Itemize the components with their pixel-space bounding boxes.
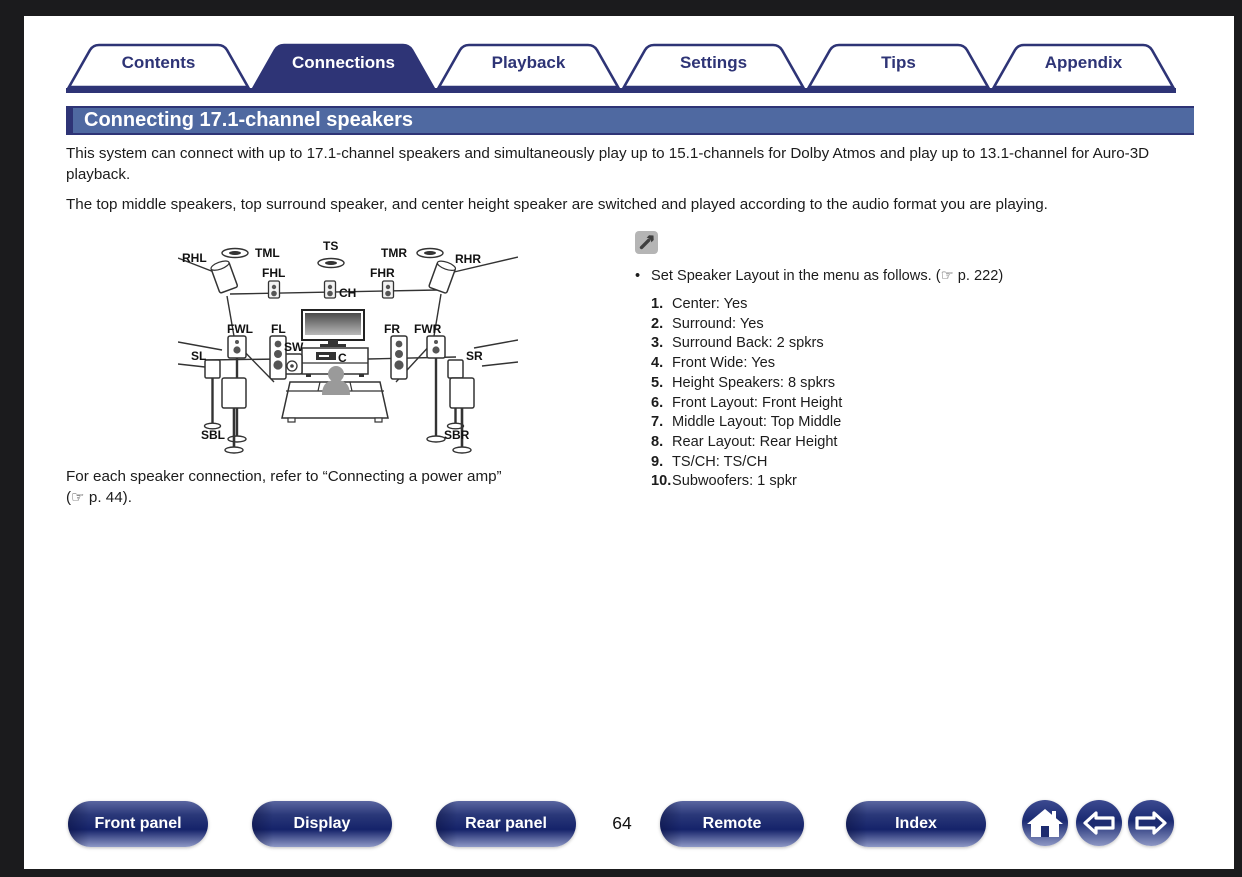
rear-height-left-speaker — [210, 259, 238, 293]
front-wide-right-speaker — [427, 336, 445, 442]
item-number: 5. — [651, 374, 664, 391]
item-text: TS/CH: TS/CH — [672, 453, 768, 470]
item-number: 2. — [651, 315, 664, 332]
label-rhr: RHR — [455, 252, 481, 266]
front-panel-button[interactable]: Front panel — [68, 801, 208, 847]
list-item — [651, 354, 1075, 374]
tab-bar — [66, 42, 1176, 93]
item-text: Subwoofers: 1 spkr — [672, 473, 797, 490]
label-tml: TML — [255, 246, 280, 260]
label-fwr: FWR — [414, 322, 442, 336]
list-item — [651, 374, 1075, 394]
label-tmr: TMR — [381, 246, 407, 260]
item-text: Height Speakers: 8 spkrs — [672, 374, 836, 391]
note-bullet-text: Set Speaker Layout in the menu as follows. (☞ p. 222) — [651, 268, 1004, 284]
height-wall-speakers — [269, 281, 394, 298]
label-ch: CH — [339, 286, 357, 300]
item-text: Middle Layout: Top Middle — [672, 414, 842, 431]
tab-label: Connections — [292, 53, 395, 72]
label-sr: SR — [466, 349, 483, 363]
list-item — [651, 315, 1075, 335]
label-sbl: SBL — [201, 428, 225, 442]
tab-label: Playback — [491, 53, 566, 72]
back-button[interactable] — [1076, 800, 1122, 846]
label-sw: SW — [284, 340, 304, 354]
label-ts: TS — [323, 239, 339, 253]
item-text: Surround Back: 2 spkrs — [672, 335, 824, 352]
list-item — [651, 394, 1075, 414]
manual-page — [24, 16, 1234, 869]
intro-paragraph-1: This system can connect with up to 17.1-channel speakers and simultaneously play up to 15.1-channels for Dolby Atmos and play up to 13.1-channel for Auro-3D playback. — [66, 145, 1150, 183]
speaker-layout-diagram — [178, 232, 518, 460]
tab-label: Contents — [121, 53, 196, 72]
bullet-dot: • — [635, 268, 641, 284]
list-item — [651, 433, 1075, 453]
item-number: 8. — [651, 433, 664, 450]
label-fwl: FWL — [227, 322, 253, 336]
item-text: Rear Layout: Rear Height — [672, 433, 838, 450]
note-section — [635, 231, 1075, 492]
item-number: 3. — [651, 335, 664, 352]
item-text: Front Wide: Yes — [672, 355, 776, 372]
tab-contents[interactable] — [66, 42, 251, 88]
intro-text — [66, 143, 1194, 224]
item-number: 10. — [651, 473, 672, 490]
rear-height-right-speaker — [429, 259, 457, 293]
surround-left-speaker — [205, 360, 221, 429]
diagram-caption: For each speaker connection, refer to “Connecting a power amp” (☞ p. 44). — [66, 468, 502, 506]
intro-paragraph-2: The top middle speakers, top surround speaker, and center height speaker are switched and played according to the audio format you are playing. — [66, 196, 1048, 213]
item-number: 9. — [651, 453, 664, 470]
tab-label: Tips — [881, 53, 916, 72]
speaker-diagram-svg — [178, 232, 518, 460]
tab-label: Appendix — [1044, 53, 1123, 72]
tab-playback[interactable] — [436, 42, 621, 88]
page-number: 64 — [612, 813, 632, 833]
label-fhl: FHL — [262, 266, 286, 280]
label-sbr: SBR — [444, 428, 470, 442]
tab-label: Settings — [679, 53, 748, 72]
label-sl: SL — [191, 349, 207, 363]
label-fhr: FHR — [370, 266, 395, 280]
tab-tips[interactable] — [806, 42, 991, 88]
item-number: 1. — [651, 296, 664, 312]
item-text: Center: Yes — [672, 296, 748, 312]
item-number: 7. — [651, 414, 664, 431]
page-title: Connecting 17.1-channel speakers — [66, 106, 1194, 135]
tab-underline — [66, 88, 1176, 93]
list-item — [651, 453, 1075, 473]
label-rhl: RHL — [182, 251, 207, 265]
wrench-icon — [635, 231, 658, 254]
tv — [302, 310, 364, 347]
index-button[interactable]: Index — [846, 801, 986, 847]
rear-panel-button[interactable]: Rear panel — [436, 801, 576, 847]
tab-connections[interactable] — [251, 42, 436, 88]
display-button[interactable]: Display — [252, 801, 392, 847]
list-item — [651, 295, 1075, 315]
item-number: 6. — [651, 394, 664, 411]
arrow-left-icon — [1076, 800, 1122, 846]
front-right-tower — [391, 336, 407, 379]
label-fl: FL — [271, 322, 286, 336]
arrow-right-icon — [1128, 800, 1174, 846]
label-fr: FR — [384, 322, 400, 336]
list-item — [651, 334, 1075, 354]
home-icon — [1022, 800, 1068, 846]
item-text: Front Layout: Front Height — [672, 394, 843, 411]
tab-appendix[interactable] — [991, 42, 1176, 88]
label-c: C — [338, 351, 347, 365]
item-text: Surround: Yes — [672, 315, 764, 332]
tab-settings[interactable] — [621, 42, 806, 88]
speaker-settings-list — [651, 295, 1075, 492]
forward-button[interactable] — [1128, 800, 1174, 846]
item-number: 4. — [651, 355, 664, 372]
list-item — [651, 472, 1075, 492]
note-bullet — [635, 267, 1075, 285]
home-button[interactable] — [1022, 800, 1068, 846]
remote-button[interactable]: Remote — [660, 801, 804, 847]
list-item — [651, 413, 1075, 433]
